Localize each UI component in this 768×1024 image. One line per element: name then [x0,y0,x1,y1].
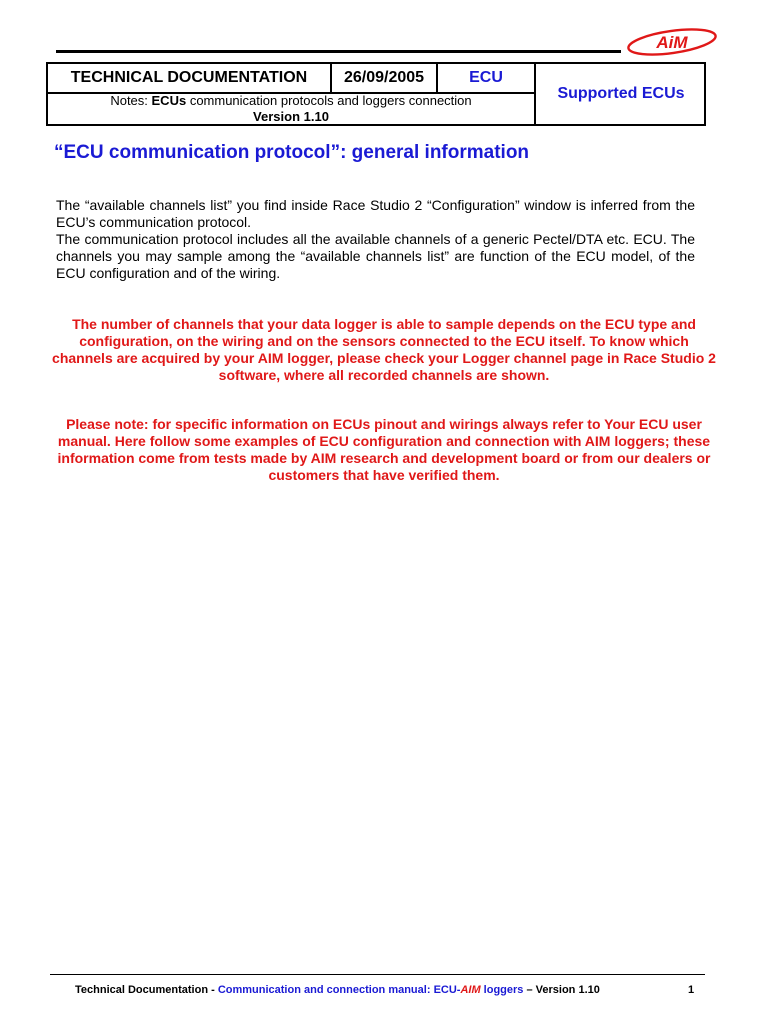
notes-bold: ECUs [151,93,187,108]
logo-text: AiM [656,33,688,52]
paragraph-1: The “available channels list” you find inside Race Studio 2 “Configuration” window is inferred from the ECU’s communication protocol. [56,197,695,230]
doc-type: TECHNICAL DOCUMENTATION [48,64,332,92]
doc-notes [48,92,536,124]
footer-part4: AIM [460,984,481,996]
footer-rule [50,974,705,975]
notes-prefix: Notes: [110,93,152,108]
footer-part2: Communication and connection manual: [217,984,434,996]
header-rule [56,50,621,53]
aim-logo [622,28,718,56]
section-title: “ECU communication protocol”: general information [54,142,530,163]
page-number: 1 [688,984,695,996]
doc-version: Version 1.10 [253,109,329,124]
footer-text [75,984,600,996]
notice-pinout: Please note: for specific information on ECUs pinout and wirings always refer to Your ECU user manual. Here follow some examples of ECU configuration and connection with AIM loggers; these information come from tests made by AIM research and development board or from our dealers or customers that have verified them. [57,416,711,483]
doc-subject: Supported ECUs [557,85,685,102]
notes-line [110,93,471,109]
doc-category: ECU [438,64,536,92]
notice-channels: The number of channels that your data logger is able to sample depends on the ECU type and configuration, on the wiring and on the sensors connected to the ECU itself. To know which channels are acquired by your AIM logger, please check your Logger channel page in Race Studio 2 software, where all recorded channels are shown. [52,316,716,383]
document-header-table [46,62,706,126]
body-text [56,197,695,282]
footer-part5: loggers [480,984,524,996]
footer-part3: ECU- [433,984,461,996]
notes-rest: communication protocols and loggers connection [186,93,472,108]
footer-part1: Technical Documentation - [75,984,218,996]
doc-date: 26/09/2005 [332,64,438,92]
paragraph-2: The communication protocol includes all the available channels of a generic Pectel/DTA etc. ECU. The channels you may sample among the “available channels list” are function of the ECU model, of the ECU configuration and of the wiring. [56,231,695,281]
footer-part6: – Version 1.10 [523,984,600,996]
